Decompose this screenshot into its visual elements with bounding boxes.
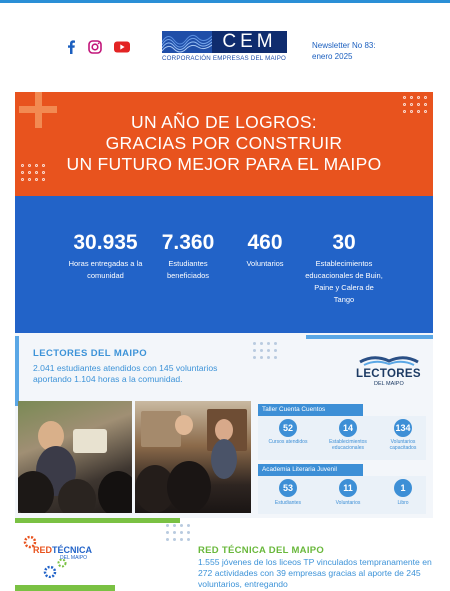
- stat-circle: 11: [339, 479, 357, 497]
- red-tecnica-title: RED TÉCNICA DEL MAIPO: [198, 545, 325, 556]
- logo-subtitle: CORPORACIÓN EMPRESAS DEL MAIPO: [162, 55, 287, 62]
- storytelling-photo: [18, 401, 132, 513]
- hero-banner: [15, 92, 433, 196]
- logo-word: CEM: [212, 31, 287, 53]
- dot-pattern-red: [166, 524, 190, 541]
- stat-schools: [304, 230, 384, 306]
- accent-bar-bottom: [15, 585, 115, 591]
- hero-title-line2: GRACIAS POR CONSTRUIR: [105, 133, 343, 153]
- logo-red-word: RED: [33, 545, 53, 555]
- stat-circle: 52: [279, 419, 297, 437]
- classroom-photo: [135, 401, 251, 513]
- stat-circle-label: Estudiantes: [274, 500, 302, 506]
- stat-label: Estudiantes beneficiados: [166, 259, 210, 280]
- newsletter-number: Newsletter No 83:: [312, 41, 376, 50]
- social-links: [66, 40, 130, 54]
- lectores-logo-word: LECTORES: [356, 368, 421, 380]
- stat-circle-label: Cursos atendidos: [268, 439, 308, 445]
- youtube-icon[interactable]: [114, 41, 130, 53]
- hero-title: [15, 112, 433, 175]
- stat-label: Horas entregadas a la comunidad: [68, 259, 143, 280]
- newsletter-date: enero 2025: [312, 52, 353, 61]
- lectores-title: LECTORES DEL MAIPO: [33, 348, 148, 359]
- cem-logo[interactable]: [162, 31, 287, 65]
- dot-pattern-right: [403, 96, 427, 113]
- stat-label: Establecimientos educacionales de Buin, Paine y Calera de Tango: [305, 259, 383, 304]
- newsletter-issue: [312, 40, 382, 62]
- dot-pattern-lectores: [253, 342, 277, 359]
- stat-number: 7.360: [161, 231, 215, 254]
- accent-bar-right: [306, 335, 433, 339]
- stat-circle: 1: [394, 479, 412, 497]
- academia-title: Academia Literaria Juvenil: [258, 464, 363, 476]
- top-accent-line: [0, 0, 450, 3]
- red-tecnica-logo: [22, 532, 102, 578]
- logo-del-maipo: DEL MAIPO: [60, 555, 88, 561]
- stat-number: 460: [247, 231, 283, 254]
- stat-circle-label: Voluntarios: [335, 500, 361, 506]
- stat-hours: [63, 230, 148, 282]
- stat-circle-label: Libro: [397, 500, 409, 506]
- academia-panel: [258, 476, 426, 514]
- logo-tecnica-word: TÉCNICA: [52, 545, 93, 555]
- stat-circle-label: Establecimientos educacionales: [329, 439, 367, 451]
- stat-volunteers: [237, 230, 293, 270]
- stat-label: Voluntarios: [246, 259, 284, 268]
- accent-bar-green: [15, 518, 180, 523]
- stat-circle: 53: [279, 479, 297, 497]
- stat-circle: 134: [394, 419, 412, 437]
- stat-number: 30: [332, 231, 356, 254]
- accent-bar-left: [15, 336, 19, 406]
- taller-title: Taller Cuenta Cuentos: [258, 404, 363, 416]
- stats-section: [15, 196, 433, 333]
- hero-title-line1: UN AÑO DE LOGROS:: [131, 112, 317, 132]
- stat-students: [155, 230, 221, 282]
- facebook-icon[interactable]: [66, 40, 76, 54]
- lectores-logo: [356, 352, 422, 386]
- lectores-description: 2.041 estudiantes atendidos con 145 voluntarios aportando 1.104 horas a la comunidad.: [33, 363, 218, 384]
- hero-title-line3: UN FUTURO MEJOR PARA EL MAIPO: [66, 154, 382, 174]
- taller-panel: [258, 416, 426, 460]
- instagram-icon[interactable]: [88, 40, 102, 54]
- open-book-icon: [356, 352, 422, 368]
- stat-circle: 14: [339, 419, 357, 437]
- stat-number: 30.935: [73, 231, 138, 254]
- lectores-logo-sub: DEL MAIPO: [374, 381, 404, 387]
- red-tecnica-description: 1.555 jóvenes de los liceos TP vinculados tempranamente en 272 actividades con 39 empresas gracias al aporte de 245 voluntarios, entregando: [198, 557, 432, 589]
- logo-wave-graphic: [162, 31, 212, 53]
- stat-circle-label: Voluntarios capacitados: [389, 439, 417, 451]
